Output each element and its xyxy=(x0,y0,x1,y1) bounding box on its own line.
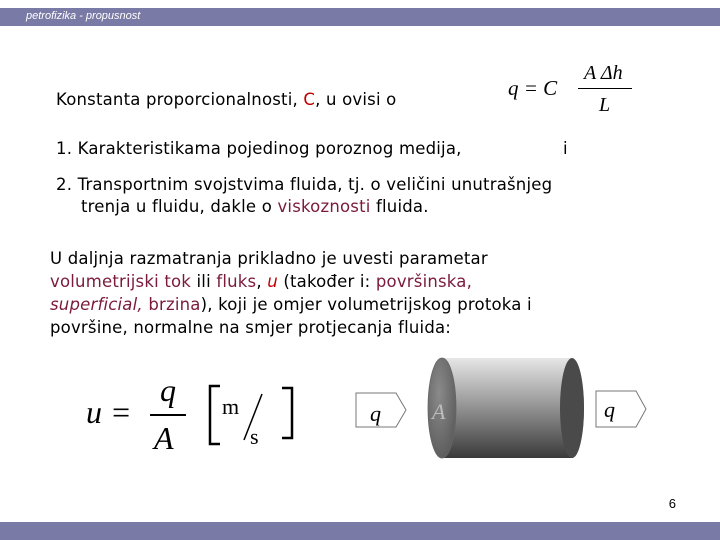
list-item-2-post: fluida. xyxy=(370,197,429,216)
para-line-2 xyxy=(50,271,472,292)
formula2-fraction-bar xyxy=(150,414,186,416)
viscosity-term: viskoznosti xyxy=(277,197,371,216)
intro-line xyxy=(56,89,396,110)
term-surface: površinska, xyxy=(375,272,473,291)
term-flux: fluks xyxy=(216,272,257,291)
formula1-lhs: q = C xyxy=(508,76,558,100)
para-line-1: U daljnja razmatranja prikladno je uvesti parametar xyxy=(50,249,488,268)
area-label: A xyxy=(432,399,446,424)
intro-post: , u ovisi o xyxy=(315,90,397,109)
list-item-1-conjunction: i xyxy=(563,139,568,158)
term-velocity: brzina xyxy=(148,295,201,314)
formula2-numerator: q xyxy=(160,372,176,408)
para-l2-mid: ili xyxy=(191,272,217,291)
formula2-lhs: u = xyxy=(86,394,132,430)
unit-denominator: s xyxy=(250,424,259,449)
list-item-2-line1: 2. Transportnim svojstvima fluida, tj. o veličini unutrašnjeg xyxy=(56,175,553,194)
constant-c: C xyxy=(303,90,316,109)
term-superficial: superficial, xyxy=(50,295,143,314)
list-item-2-line2 xyxy=(81,196,429,217)
term-volumetric-flow: volumetrijski tok xyxy=(50,272,192,291)
flow-diagram xyxy=(350,355,660,465)
intro-pre: Konstanta proporcionalnosti, xyxy=(56,90,304,109)
formula2-denominator: A xyxy=(154,420,174,456)
unit-numerator: m xyxy=(222,394,240,419)
footer-bar xyxy=(0,522,720,540)
para-l2-tail: (također i: xyxy=(277,272,376,291)
para-l2-comma: , xyxy=(256,272,268,291)
unit-expression xyxy=(200,380,310,450)
formula1-fraction-bar xyxy=(578,88,632,89)
list-item-2-pre: trenja u fluidu, dakle o xyxy=(81,197,278,216)
formula1-denominator: L xyxy=(599,94,611,116)
inflow-label: q xyxy=(370,401,381,426)
para-line-3 xyxy=(50,294,532,315)
header-bar xyxy=(0,8,720,26)
para-line-4: površine, normalne na smjer protjecanja fluida: xyxy=(50,318,452,337)
para-l3-tail: ), koji je omjer volumetrijskog protoka i xyxy=(200,295,532,314)
symbol-u: u xyxy=(267,272,278,291)
list-item-1: 1. Karakteristikama pojedinog poroznog medija, xyxy=(56,139,462,158)
cylinder-back-edge xyxy=(560,358,584,458)
outflow-label: q xyxy=(604,397,615,422)
header-title: petrofizika - propusnost xyxy=(26,10,141,22)
page-number: 6 xyxy=(668,496,676,511)
inflow-arrow xyxy=(356,393,406,427)
formula1-numerator: A Δh xyxy=(584,62,623,84)
